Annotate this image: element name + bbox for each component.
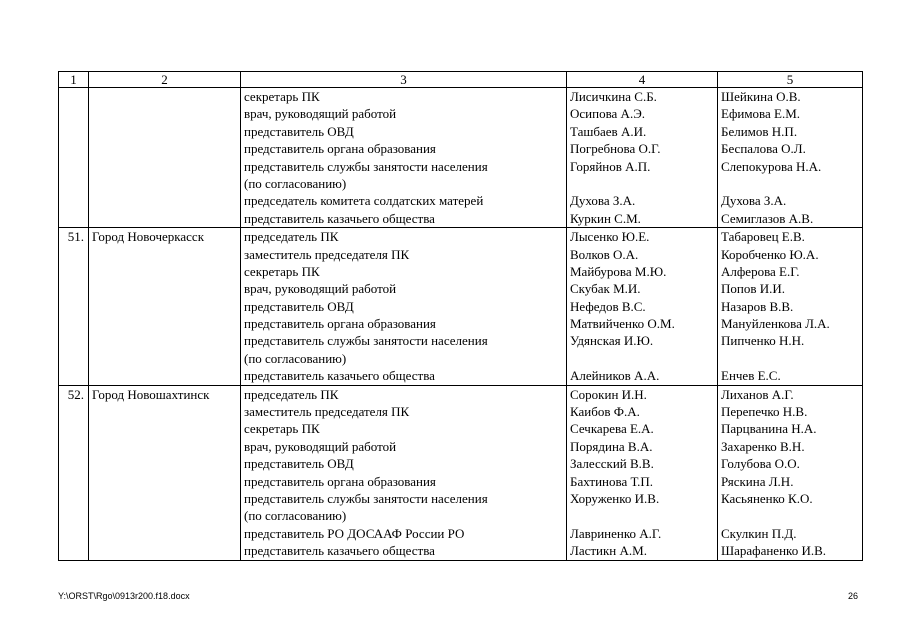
position-text: (по согласованию) (244, 350, 347, 366)
member-name-text (570, 175, 714, 192)
position-text: секретарь ПК (244, 89, 320, 104)
member-name-text: Погребнова О.Г. (570, 141, 661, 157)
member-name-text: Волков О.А. (570, 246, 639, 262)
deputy-name-text: Назаров В.В. (721, 298, 794, 314)
member-name-text: Ташбаев А.И. (570, 123, 647, 139)
deputy-name-text: Ряскина Л.Н. (721, 473, 794, 489)
deputy-name-text: Голубова О.О. (721, 456, 800, 472)
column-header-3: 3 (241, 72, 567, 88)
position-text: представитель ОВД (244, 456, 354, 472)
position-text: заместитель председателя ПК (244, 246, 410, 262)
table-body (59, 88, 863, 561)
position-text: секретарь ПК (244, 421, 320, 437)
position-text: врач, руководящий работой (244, 438, 397, 454)
deputy-name-text (721, 350, 859, 367)
municipality-name (89, 88, 241, 228)
commission-table (58, 71, 863, 561)
position-cell (241, 228, 567, 386)
position-text: председатель ПК (244, 229, 339, 245)
member-name-text: Ластикн А.М. (570, 543, 647, 559)
member-name-text: Алейников А.А. (570, 368, 660, 384)
deputy-name-text: Белимов Н.П. (721, 123, 798, 139)
column-header-4: 4 (567, 72, 718, 88)
deputy-name-text: Духова З.А. (721, 193, 787, 209)
member-name-text: Горяйнов А.П. (570, 158, 651, 174)
municipality-name: Город Новочеркасск (89, 228, 241, 386)
member-name-text (570, 507, 714, 524)
member-name-text: Хоруженко И.В. (570, 490, 660, 506)
position-text: заместитель председателя ПК (244, 404, 410, 420)
deputy-name-text: Слепокурова Н.А. (721, 158, 822, 174)
deputy-name-text: Попов И.И. (721, 281, 786, 297)
deputy-name-text: Беспалова О.Л. (721, 141, 806, 157)
member-name-text: Залесский В.В. (570, 456, 654, 472)
position-cell (241, 385, 567, 560)
column-header-1: 1 (59, 72, 89, 88)
row-number: 51. (59, 228, 89, 386)
deputy-name-text (721, 175, 859, 192)
column-header-5: 5 (718, 72, 863, 88)
deputy-name-text: Пипченко Н.Н. (721, 333, 805, 349)
deputy-name-text: Мануйленкова Л.А. (721, 316, 830, 332)
member-name-text: Скубак М.И. (570, 281, 641, 297)
member-name-text: Нефедов В.С. (570, 298, 646, 314)
position-text: (по согласованию) (244, 508, 347, 524)
deputy-name-text: Лиханов А.Г. (721, 386, 794, 402)
deputy-name-text: Перепечко Н.В. (721, 404, 808, 420)
deputy-name-text: Коробченко Ю.А. (721, 246, 819, 262)
position-text: врач, руководящий работой (244, 281, 397, 297)
deputy-name-text: Семиглазов А.В. (721, 210, 814, 226)
deputy-name-text: Шарафаненко И.В. (721, 543, 826, 559)
member-name-text: Каибов Ф.А. (570, 404, 640, 420)
deputy-name-text: Алферова Е.Г. (721, 263, 800, 279)
deputy-name-cell (718, 385, 863, 560)
member-name-text (570, 350, 714, 367)
deputy-name-text: Касьяненко К.О. (721, 490, 813, 506)
document-path: Y:\ORST\Rgo\0913r200.f18.docx (58, 591, 190, 601)
position-text: представитель казачьего общества (244, 210, 435, 226)
member-name-text: Удянская И.Ю. (570, 333, 654, 349)
member-name-text: Матвийченко О.М. (570, 316, 675, 332)
position-text: председатель комитета солдатских матерей (244, 193, 484, 209)
position-text: представитель ОВД (244, 298, 354, 314)
municipality-name: Город Новошахтинск (89, 385, 241, 560)
member-name-cell (567, 385, 718, 560)
member-name-text: Лавриненко А.Г. (570, 525, 662, 541)
member-name-text: Духова З.А. (570, 193, 636, 209)
deputy-name-text: Парцванина Н.А. (721, 421, 817, 437)
deputy-name-text: Енчев Е.С. (721, 368, 781, 384)
position-text: представитель органа образования (244, 141, 436, 157)
table-header-row (59, 72, 863, 88)
page-number: 26 (847, 591, 858, 601)
position-text: представитель РО ДОСААФ России РО (244, 525, 465, 541)
deputy-name-text: Ефимова Е.М. (721, 106, 801, 122)
position-text: представитель службы занятости населения (244, 490, 488, 506)
table-row (59, 88, 863, 228)
member-name-cell (567, 88, 718, 228)
position-text: председатель ПК (244, 386, 339, 402)
position-text: представитель органа образования (244, 473, 436, 489)
position-text: представитель казачьего общества (244, 368, 435, 384)
column-header-2: 2 (89, 72, 241, 88)
position-text: представитель казачьего общества (244, 543, 435, 559)
member-name-text: Сечкарева Е.А. (570, 421, 654, 437)
row-number (59, 88, 89, 228)
deputy-name-text: Скулкин П.Д. (721, 525, 797, 541)
member-name-text: Сорокин И.Н. (570, 386, 647, 402)
member-name-text: Лысенко Ю.Е. (570, 229, 650, 245)
deputy-name-text: Захаренко В.Н. (721, 438, 805, 454)
deputy-name-text: Шейкина О.В. (721, 89, 801, 104)
member-name-cell (567, 228, 718, 386)
deputy-name-text: Табаровец Е.В. (721, 229, 805, 245)
member-name-text: Куркин С.М. (570, 210, 641, 226)
deputy-name-cell (718, 88, 863, 228)
row-number: 52. (59, 385, 89, 560)
deputy-name-cell (718, 228, 863, 386)
position-text: представитель службы занятости населения (244, 158, 488, 174)
position-text: секретарь ПК (244, 263, 320, 279)
position-text: врач, руководящий работой (244, 106, 397, 122)
position-cell (241, 88, 567, 228)
table-row (59, 385, 863, 560)
deputy-name-text (721, 507, 859, 524)
member-name-text: Осипова А.Э. (570, 106, 646, 122)
position-text: представитель службы занятости населения (244, 333, 488, 349)
position-text: (по согласованию) (244, 175, 347, 191)
table-row (59, 228, 863, 386)
position-text: представитель ОВД (244, 123, 354, 139)
position-text: представитель органа образования (244, 316, 436, 332)
member-name-text: Порядина В.А. (570, 438, 653, 454)
member-name-text: Лисичкина С.Б. (570, 89, 657, 104)
member-name-text: Бахтинова Т.П. (570, 473, 654, 489)
member-name-text: Майбурова М.Ю. (570, 263, 667, 279)
